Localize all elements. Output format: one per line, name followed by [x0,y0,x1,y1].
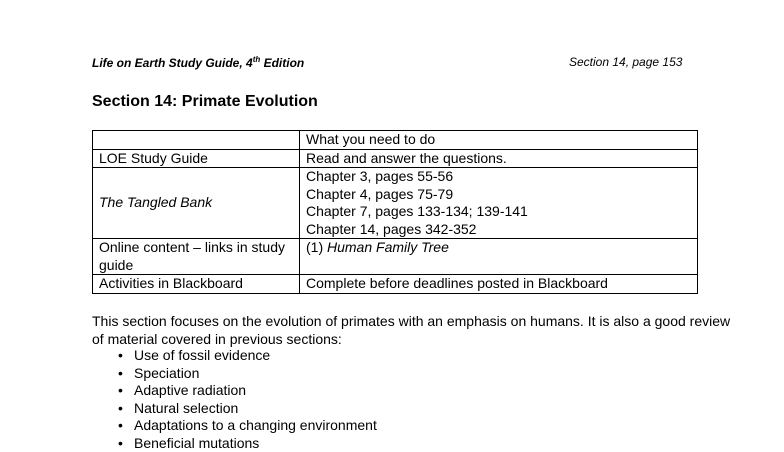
task-line: Chapter 14, pages 342-352 [306,221,691,239]
resource-cell: LOE Study Guide [93,149,300,168]
task-cell [300,239,698,275]
task-line: Chapter 7, pages 133-134; 139-141 [306,203,691,221]
list-item: • Speciation [92,365,377,383]
bullet-icon: • [118,400,123,418]
intro-paragraph: This section focuses on the evolution of primates with an emphasis on humans. It is also a good review of material covered in previous sections: [92,313,732,348]
task-line: Chapter 3, pages 55-56 [306,168,691,186]
link-prefix: (1) [306,239,327,255]
bullet-icon: • [118,417,123,435]
list-item: • Adaptive radiation [92,382,377,400]
bullet-icon: • [118,347,123,365]
table-row [93,168,698,239]
table-row [93,275,698,294]
table-header-row [93,131,698,150]
table-row [93,239,698,275]
table-row [93,149,698,168]
bullet-icon: • [118,365,123,383]
topic-list [92,347,377,452]
task-cell: Complete before deadlines posted in Blackboard [300,275,698,294]
list-item: • Beneficial mutations [92,435,377,452]
table-header-empty-cell [93,131,300,150]
resource-cell: Activities in Blackboard [93,275,300,294]
list-item: • Natural selection [92,400,377,418]
list-item: • Use of fossil evidence [92,347,377,365]
resource-cell: The Tangled Bank [93,168,300,239]
assignment-table [92,130,698,294]
page-reference: Section 14, page 153 [569,55,682,69]
task-cell [300,168,698,239]
resource-cell: Online content – links in study guide [93,239,300,275]
guide-title: Life on Earth Study Guide, 4th Edition [92,55,304,70]
bullet-icon: • [118,382,123,400]
bullet-icon: • [118,435,123,452]
task-cell: Read and answer the questions. [300,149,698,168]
table-header-cell: What you need to do [300,131,698,150]
list-item: • Adaptations to a changing environment [92,417,377,435]
section-title: Section 14: Primate Evolution [92,93,318,111]
task-line: Chapter 4, pages 75-79 [306,186,691,204]
human-family-tree-link[interactable]: Human Family Tree [327,239,449,255]
